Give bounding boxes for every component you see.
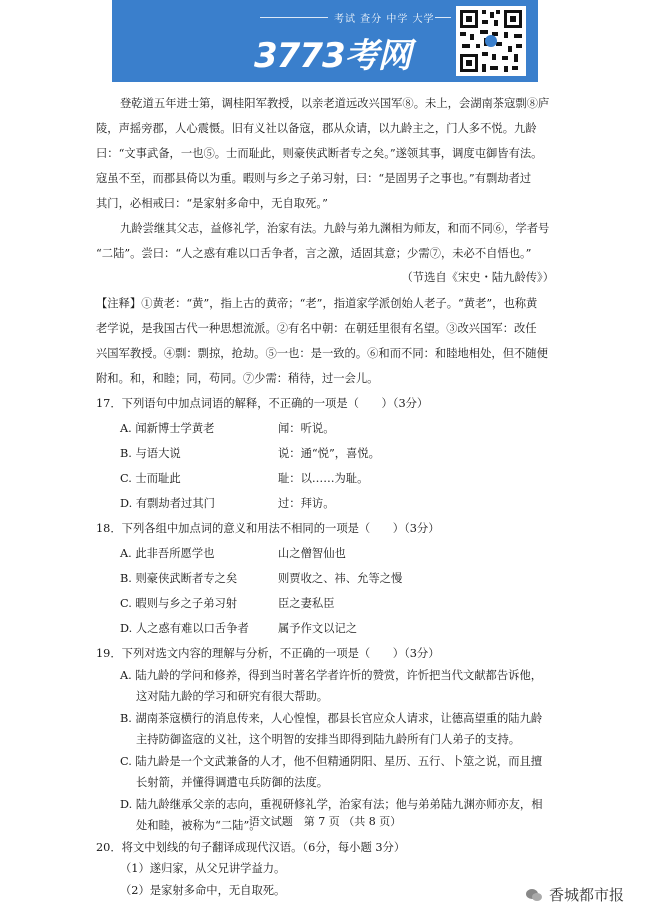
q17-gloss-b: 说：通“悦”，喜悦。 bbox=[278, 447, 380, 460]
q19-option-b-cont: 主持防御盗寇的义社，这个明智的安排当即得到陆九龄所有门人弟子的支持。 bbox=[136, 733, 521, 746]
q19-option-b: B. 湖南茶寇横行的消息传来，人心惶惶，郡县长官应众人请求，让德高望重的陆九龄 bbox=[120, 711, 543, 725]
q17-gloss-a: 闻：听说。 bbox=[278, 422, 335, 435]
q17-gloss-c: 耻：以……为耻。 bbox=[278, 472, 369, 485]
q19-option-d-cont: 处和睦，被称为“二陆”。 bbox=[136, 819, 261, 832]
passage-line: 曰：“文事武备，一也⑤。士而耻此，则豪侠武断者专之矣。”遂领其事，调度屯御皆有法。 bbox=[96, 147, 543, 160]
wechat-icon bbox=[525, 888, 543, 902]
banner-tagline: 考试 查分 中学 大学 bbox=[334, 14, 435, 25]
question-18-stem: 18．下列各组中加点词的意义和用法不相同的一项是（ ）（3分） bbox=[96, 522, 440, 535]
q17-option-d: D. 有剽劫者过其门 bbox=[120, 497, 215, 510]
q19-option-c-cont: 长射箭，并懂得调遣屯兵防御的法度。 bbox=[136, 776, 329, 789]
q18-pair-d: 属予作文以记之 bbox=[278, 622, 358, 635]
passage-line: 陵，声摇旁郡，人心震慑。旧有义社以备寇，郡从众请，以九龄主之，门人多不悦。九龄 bbox=[96, 122, 537, 135]
page-footer: 语文试题 第 7 页 （共 8 页） bbox=[248, 815, 402, 828]
question-17-stem: 17．下列语句中加点词语的解释，不正确的一项是（ ）（3分） bbox=[96, 397, 429, 410]
note-line: 老学说，是我国古代一种思想流派。②有名中朝：在朝廷里很有名望。③改兴国军：改任 bbox=[96, 322, 537, 335]
question-19-stem: 19．下列对选文内容的理解与分析，不正确的一项是（ ）（3分） bbox=[96, 647, 440, 660]
note-line: 【注释】①黄老：“黄”，指上古的黄帝；“老”，指道家学派创始人老子。“黄老”，也称黄 bbox=[96, 297, 538, 310]
q17-option-c: C. 士而耻此 bbox=[120, 472, 181, 485]
q18-pair-b: 则贾收之、祎、允等之慢 bbox=[278, 572, 403, 585]
q18-pair-c: 臣之妻私臣 bbox=[278, 597, 335, 610]
q18-option-b: B. 则豪侠武断者专之矣 bbox=[120, 572, 238, 585]
q19-option-c: C. 陆九龄是一个文武兼备的人才，他不但精通阴阳、星历、五行、卜筮之说，而且擅 bbox=[120, 754, 543, 768]
q17-gloss-d: 过：拜访。 bbox=[278, 497, 335, 510]
q19-option-d: D. 陆九龄继承父亲的志向，重视研修礼学，治家有法；他与弟弟陆九渊亦师亦友，相 bbox=[120, 797, 543, 811]
q20-item-1: （1）遂归家，从父兄讲学益力。 bbox=[120, 862, 286, 875]
note-line: 附和。和，和睦；同，苟同。⑦少需：稍待，过一会儿。 bbox=[96, 372, 379, 385]
passage-source: （节选自《宋史・陆九龄传》） bbox=[401, 271, 554, 284]
q17-option-b: B. 与语大说 bbox=[120, 447, 181, 460]
note-line: 兴国军教授。④剽：剽掠，抢劫。⑤一也：是一致的。⑥和而不同：和睦地相处，但不随便 bbox=[96, 347, 548, 360]
watermark bbox=[525, 884, 624, 905]
q17-option-a: A. 闻新博士学黄老 bbox=[120, 422, 215, 435]
q18-option-a: A. 此非吾所愿学也 bbox=[120, 547, 215, 560]
q20-item-2: （2）是家射多命中，无自取死。 bbox=[120, 883, 286, 897]
q18-pair-a: 山之僧智仙也 bbox=[278, 547, 346, 560]
question-20-stem: 20．将文中划线的句子翻译成现代汉语。（6分，每小题 3分） bbox=[96, 840, 406, 854]
q19-option-a: A. 陆九龄的学问和修养，得到当时著名学者许忻的赞赏，许忻把当代文献都告诉他， bbox=[120, 668, 543, 682]
q18-option-c: C. 暇则与乡之子弟习射 bbox=[120, 597, 238, 610]
site-logo[interactable]: 3773考网 bbox=[254, 36, 411, 76]
watermark-text: 香城都市报 bbox=[548, 886, 624, 904]
passage-line: 其门，必相戒曰：“是家射多命中，无自取死。” bbox=[96, 197, 328, 210]
passage-line: “二陆”。尝曰：“人之惑有难以口舌争者，言之激，适固其意；少需⑦，未必不自悟也。” bbox=[96, 247, 532, 260]
passage-line: 登乾道五年进士第，调桂阳军教授，以亲老道远改兴国军⑧。未上，会湖南茶寇剽⑧庐 bbox=[120, 97, 550, 110]
q19-option-a-cont: 这对陆九龄的学习和研究有很大帮助。 bbox=[136, 690, 329, 703]
q18-option-d: D. 人之惑有难以口舌争者 bbox=[120, 622, 249, 635]
passage-line: 寇虽不至，而郡县倚以为重。暇则与乡之子弟习射，曰：“是固男子之事也。”有剽劫者过 bbox=[96, 172, 532, 185]
passage-line: 九龄尝继其父志，益修礼学，治家有法。九龄与弟九渊相为师友，和而不同⑥，学者号 bbox=[120, 222, 550, 235]
